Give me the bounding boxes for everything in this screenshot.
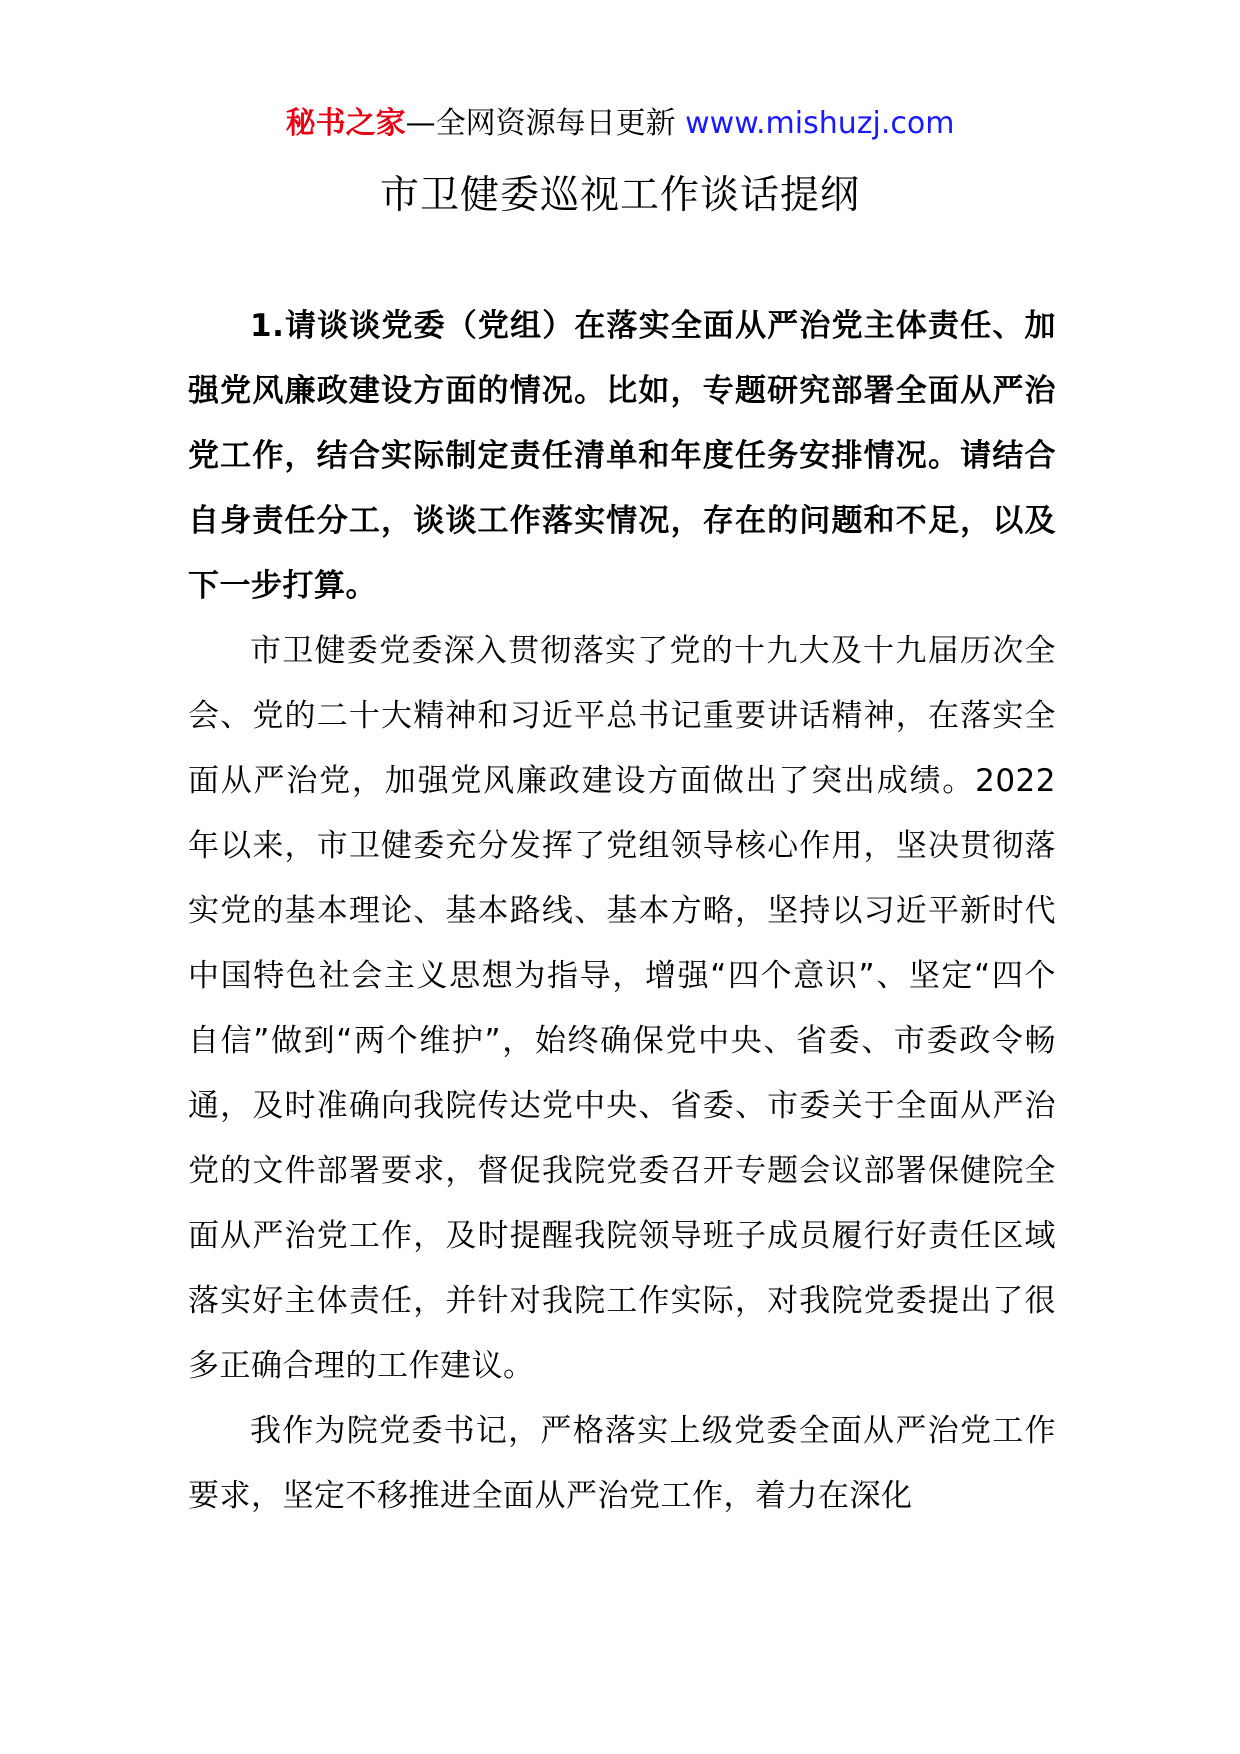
document-body [188, 294, 1056, 1529]
site-brand: 秘书之家 [285, 106, 406, 141]
site-header [0, 100, 1240, 148]
site-tagline: —全网资源每日更新 [405, 106, 676, 141]
document-title: 市卫健委巡视工作谈话提纲 [379, 173, 860, 218]
body-paragraph-1: 市卫健委党委深入贯彻落实了党的十九大及十九届历次全会、党的二十大精神和习近平总书记重要讲话精神，在落实全面从严治党，加强党风廉政建设方面做出了突出成绩。2022年以来，市卫健委充分发挥了党组领导核心作用，坚决贯彻落实党的基本理论、基本路线、基本方略，坚持以习近平新时代中国特色社会主义思想为指导，增强“四个意识”、坚定“四个自信”做到“两个维护”，始终确保党中央、省委、市委政令畅通，及时准确向我院传达党中央、省委、市委关于全面从严治党的文件部署要求，督促我院党委召开专题会议部署保健院全面从严治党工作，及时提醒我院领导班子成员履行好责任区域落实好主体责任，并针对我院工作实际，对我院党委提出了很多正确合理的工作建议。 [188, 633, 1056, 1384]
question-paragraph: 1.请谈谈党委（党组）在落实全面从严治党主体责任、加强党风廉政建设方面的情况。比如，专题研究部署全面从严治党工作，结合实际制定责任清单和年度任务安排情况。请结合自身责任分工，谈谈工作落实情况，存在的问题和不足，以及下一步打算。 [188, 308, 1056, 604]
site-url-link[interactable]: www.mishuzj.com [685, 106, 955, 141]
body-paragraph-2: 我作为院党委书记，严格落实上级党委全面从严治党工作要求，坚定不移推进全面从严治党工作，着力在深化 [188, 1413, 1056, 1514]
